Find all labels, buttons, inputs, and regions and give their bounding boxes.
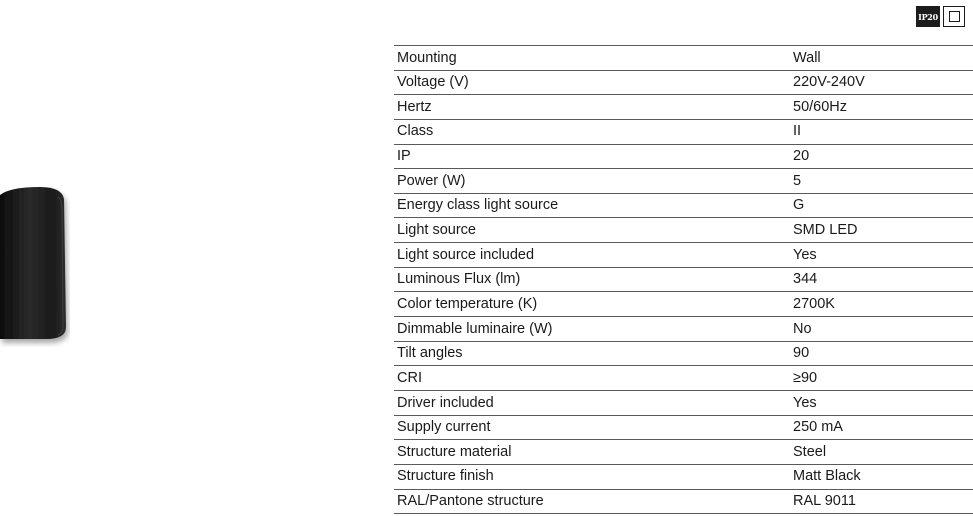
ip20-badge-icon [916, 6, 940, 27]
spec-value: 344 [790, 267, 973, 292]
spec-value: 5 [790, 169, 973, 194]
spec-label: Driver included [394, 390, 790, 415]
spec-row [394, 341, 973, 366]
spec-row [394, 46, 973, 71]
spec-value: Yes [790, 390, 973, 415]
spec-label: Energy class light source [394, 193, 790, 218]
spec-row [394, 464, 973, 489]
spec-label: Light source [394, 218, 790, 243]
spec-value: 220V-240V [790, 70, 973, 95]
spec-row [394, 415, 973, 440]
spec-label: Mounting [394, 46, 790, 71]
spec-value: 2700K [790, 292, 973, 317]
spec-label: IP [394, 144, 790, 169]
spec-row [394, 218, 973, 243]
spec-label: Class [394, 119, 790, 144]
spec-label: Light source included [394, 243, 790, 268]
spec-value: 20 [790, 144, 973, 169]
spec-value: No [790, 317, 973, 342]
spec-row [394, 366, 973, 391]
spec-row [394, 440, 973, 465]
spec-label: Structure material [394, 440, 790, 465]
spec-label: Structure finish [394, 464, 790, 489]
spec-value: 50/60Hz [790, 95, 973, 120]
spec-label: Color temperature (K) [394, 292, 790, 317]
spec-value: II [790, 119, 973, 144]
spec-row [394, 317, 973, 342]
spec-value: Steel [790, 440, 973, 465]
spec-value: G [790, 193, 973, 218]
spec-label: Luminous Flux (lm) [394, 267, 790, 292]
spec-value: ≥90 [790, 366, 973, 391]
spec-row [394, 243, 973, 268]
spec-row [394, 119, 973, 144]
spec-row [394, 489, 973, 514]
spec-row [394, 292, 973, 317]
spec-row [394, 390, 973, 415]
spec-row [394, 144, 973, 169]
spec-value: Matt Black [790, 464, 973, 489]
spec-label: Hertz [394, 95, 790, 120]
spec-value: RAL 9011 [790, 489, 973, 514]
spec-row [394, 95, 973, 120]
spec-row [394, 70, 973, 95]
spec-label: CRI [394, 366, 790, 391]
spec-label: Supply current [394, 415, 790, 440]
spec-label: Voltage (V) [394, 70, 790, 95]
spec-value: Wall [790, 46, 973, 71]
spec-label: Dimmable luminaire (W) [394, 317, 790, 342]
spec-label: RAL/Pantone structure [394, 489, 790, 514]
spec-value: 250 mA [790, 415, 973, 440]
spec-value: Yes [790, 243, 973, 268]
spec-label: Tilt angles [394, 341, 790, 366]
spec-value: 90 [790, 341, 973, 366]
spec-table [394, 45, 973, 514]
spec-value: SMD LED [790, 218, 973, 243]
ip-badge-label: IP20 [918, 11, 938, 22]
certification-badges [916, 6, 965, 27]
spec-row [394, 267, 973, 292]
wall-lamp-product-image [0, 187, 70, 347]
spec-label: Power (W) [394, 169, 790, 194]
spec-row [394, 169, 973, 194]
class-ii-double-square-icon [943, 6, 965, 27]
spec-row [394, 193, 973, 218]
